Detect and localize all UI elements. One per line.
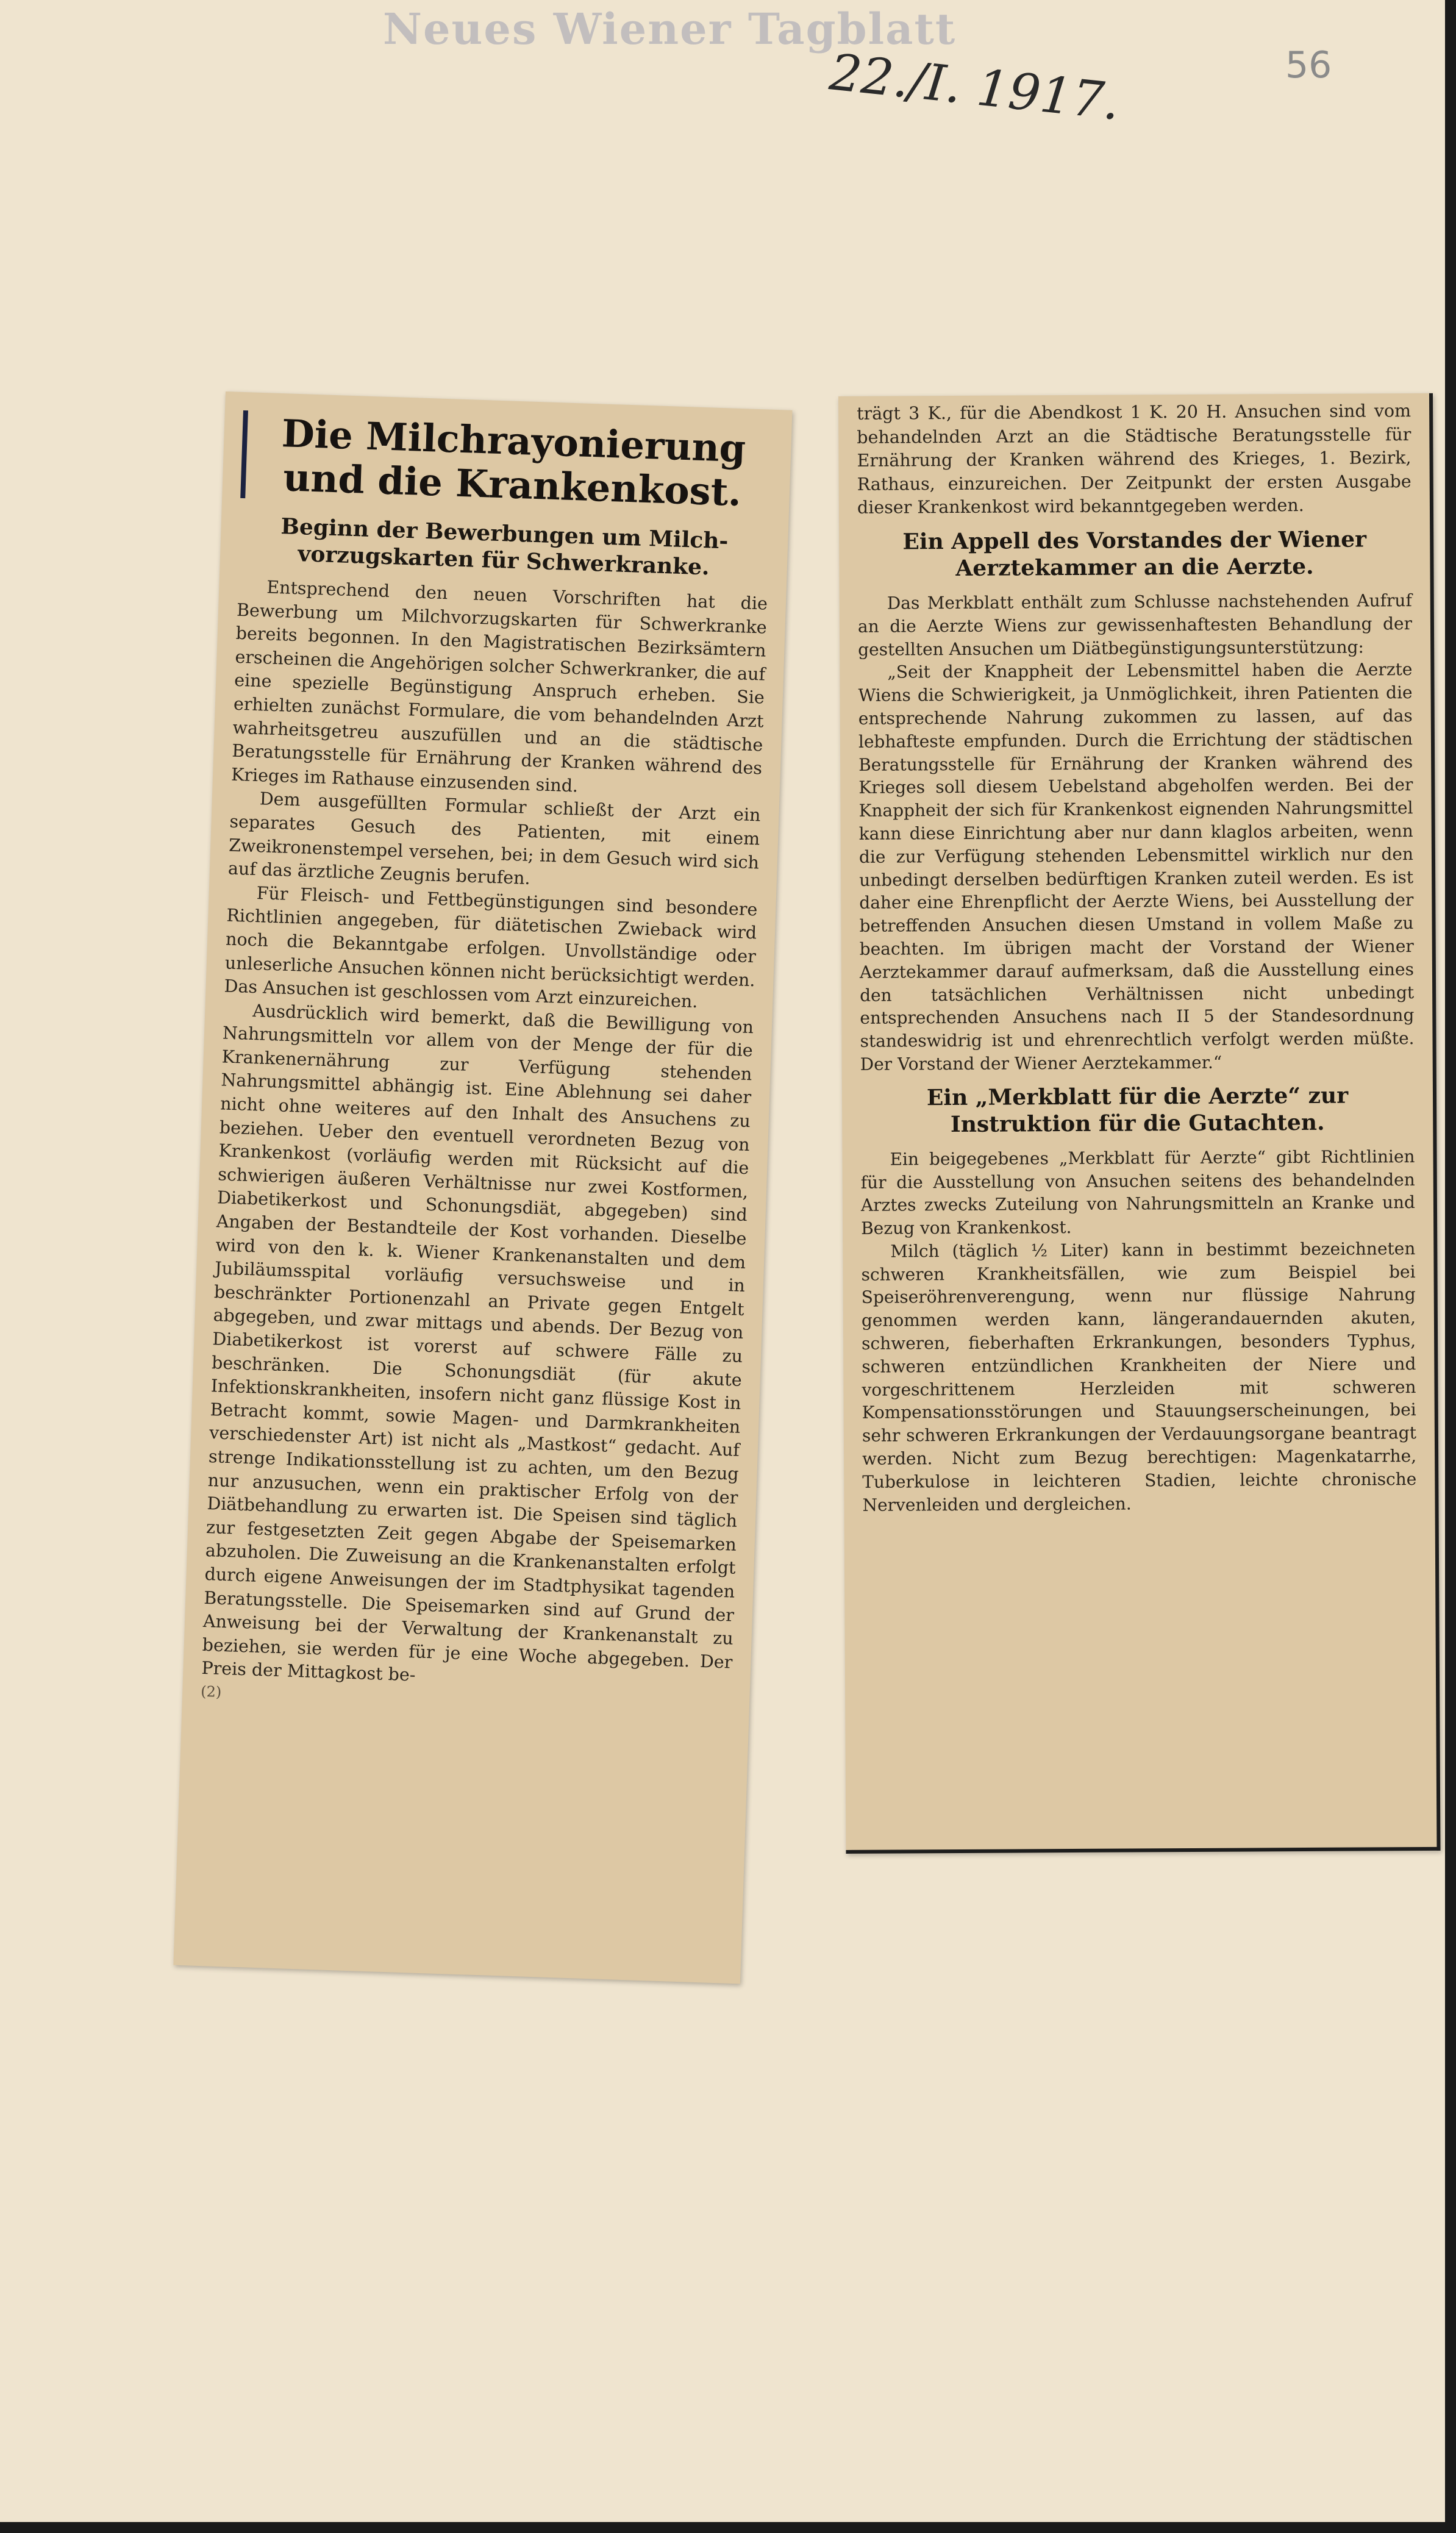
paragraph: Ein beigegebenes „Merkblatt für Aerzte“ gibt Richtlinien für die Ausstellung von Ansuchen seitens des behandelnden Arztes zwecks Zuteilung von Nahrungsmitteln an Kranke und Bezug von Krankenkost. — [860, 1146, 1416, 1238]
article-subhead: Beginn der Bewerbungen um Milch-vorzugskarten für Schwerkranke. — [280, 513, 729, 581]
newspaper-name-stamp: Neues Wiener Tagblatt — [383, 4, 957, 54]
paragraph: Entsprechend den neuen Vorschriften hat die Bewerbung um Milchvorzugskarten für Schwerkranke bereits begonnen. In den Magistratischen Bezirksämtern erscheinen die Angehörigen solcher Schwerkranker, die auf eine spezielle Begünstigung Anspruch erheben. Sie erhielten zunächst Formulare, die vom behandelnden Arzt wahrheitsgetreu auszufüllen und an die städtische Beratungsstelle für Ernährung der Kranken während des Krieges im Rathause einzusenden sind. — [230, 577, 768, 796]
paragraph: Ausdrücklich wird bemerkt, daß die Bewilligung von Nahrungsmitteln vor allem von der Menge der für die Krankenernährung zur Verfügung stehenden Nahrungsmittel abhängig ist. Eine Ablehnung sei daher nicht ohne weiteres auf den Inhalt des Ansuchens zu beziehen. Ueber den eventuell verordneten Bezug von Krankenkost (vorläufig werden mit Rücksicht auf die schwierigen äußeren Verhältnisse nur zwei Kostformen, Diabetikerkost und Schonungsdiät, abgegeben) sind Angaben der Bestandteile der Kost vorhanden. Dieselbe wird von den k. k. Wiener Krankenanstalten und dem Jubiläumsspital vorläufig versuchsweise und in beschränkter Portionenzahl an Private gegen Entgelt abgegeben, und zwar mittags und abends. Der Bezug von Diabetikerkost ist vorerst auf schwere Fälle zu beschränken. Die Schonungsdiät (für akute Infektionskrankheiten, insofern nicht ganz flüssige Kost in Betracht kommt, sowie Magen- und Darmkrankheiten verschiedenster Art) ist nicht als „Mastkost“ gedacht. Auf strenge Indikationsstellung ist zu achten, um den Bezug nur anzusuchen, wenn ein praktischer Erfolg von der Diätbehandlung zu erwarten ist. Die Speisen sind täglich zur festgesetzten Zeit gegen Abgabe der Speisemarken abzuholen. Die Zuweisung an die Krankenanstalten erfolgt durch eigene Anweisungen der im Stadtphysikat tagenden Beratungsstelle. Die Speisemarken sind auf Grund der Anweisung bei der Verwaltung der Krankenanstalt zu beziehen, sie werden für je eine Woche abgegeben. Der Preis der Mittagkost be- — [201, 1000, 754, 1685]
paragraph: Für Fleisch- und Fettbegünstigungen sind besondere Richtlinien angegeben, für diätetischen Zwieback wird noch die Bekanntgabe erfolgen. Unvollständige oder unleserliche Ansuchen können nicht berücksichtigt werden. Das Ansuchen ist geschlossen vom Arzt einzureichen. — [224, 882, 758, 1012]
section-heading-merkblatt: Ein „Merkblatt für die Aerzte“ zur Instruktion für die Gutachten. — [926, 1082, 1349, 1137]
section-heading-appeal: Ein Appell des Vorstandes der Wiener Aerztekammer an die Aerzte. — [902, 526, 1367, 581]
clipping-mark: (2) — [200, 1682, 222, 1701]
paragraph: „Seit der Knappheit der Lebensmittel haben die Aerzte Wiens die Schwierigkeit, ja Unmöglichkeit, ihren Patienten die entsprechende Nahrung zukommen zu lassen, auf das lebhafteste empfunden. Durch die Errichtung der städtischen Beratungsstelle für Ernährung der Kranken während des Krieges soll diesem Uebelstand abgeholfen werden. Bei der Knappheit der sich für Krankenkost eignenden Nahrungsmittel kann diese Einrichtung aber nur dann klaglos arbeiten, wenn die zur Verfügung stehenden Lebensmittel wirklich nur den unbedingt derselben bedürftigen Kranken zuteil werden. Es ist daher eine Ehrenpflicht der Aerzte Wiens, bei Ausstellung der betreffenden Ansuchen diesen Umstand in vollem Maße zu beachten. Im übrigen macht der Vorstand der Wiener Aerztekammer darauf aufmerksam, daß die Ausstellung eines den tatsächlichen Verhältnissen nicht unbedingt entsprechenden Ansuchens nach II 5 der Standesordnung standeswidrig ist und ehrenrechtlich verfolgt werden müßte. Der Vorstand der Wiener Aerztekammer.“ — [858, 659, 1415, 1074]
paragraph: trägt 3 K., für die Abendkost 1 K. 20 H. Ansuchen sind vom behandelnden Arzt an die Städtische Beratungsstelle für Ernährung der Kranken während des Krieges, 1. Bezirk, Rathaus, einzureichen. Der Zeitpunkt der ersten Ausgabe dieser Krankenkost wird bekanntgegeben werden. — [857, 401, 1411, 518]
clipping-left — [173, 391, 792, 1984]
page-number: 56 — [1285, 44, 1332, 87]
paragraph: Dem ausgefüllten Formular schließt der Arzt ein separates Gesuch des Patienten, mit einem Zweikronenstempel versehen, bei; in dem Gesuch wird sich auf das ärztliche Zeugnis berufen. — [227, 788, 761, 889]
article-headline: Die Milchrayonierung und die Krankenkost. — [240, 410, 773, 516]
clipping-right — [838, 393, 1441, 1854]
paragraph: Das Merkblatt enthält zum Schlusse nachstehenden Aufruf an die Aerzte Wiens zur gewissenhaftesten Behandlung der gestellten Ansuchen um Diätbegünstigungsunterstützung: — [857, 590, 1413, 660]
handwritten-date: 22./I. 1917. — [827, 43, 1122, 132]
paragraph: Milch (täglich ½ Liter) kann in bestimmt bezeichneten schweren Krankheitsfällen, wie zum Beispiel bei Speiseröhrenverengung, wenn nur flüssige Nahrung genommen werden kann, längerandauernden akuten, schweren, fieberhaften Erkrankungen, besonders Typhus, schweren entzündlichen Krankheiten der Niere und vorgeschrittenem Herzleiden mit schweren Kompensationsstörungen und Stauungserscheinungen, bei sehr schweren Erkrankungen der Verdauungsorgane beantragt werden. Nicht zum Bezug berechtigen: Magenkatarrhe, Tuberkulose in leichteren Stadien, leichte chronische Nervenleiden und dergleichen. — [861, 1238, 1417, 1515]
